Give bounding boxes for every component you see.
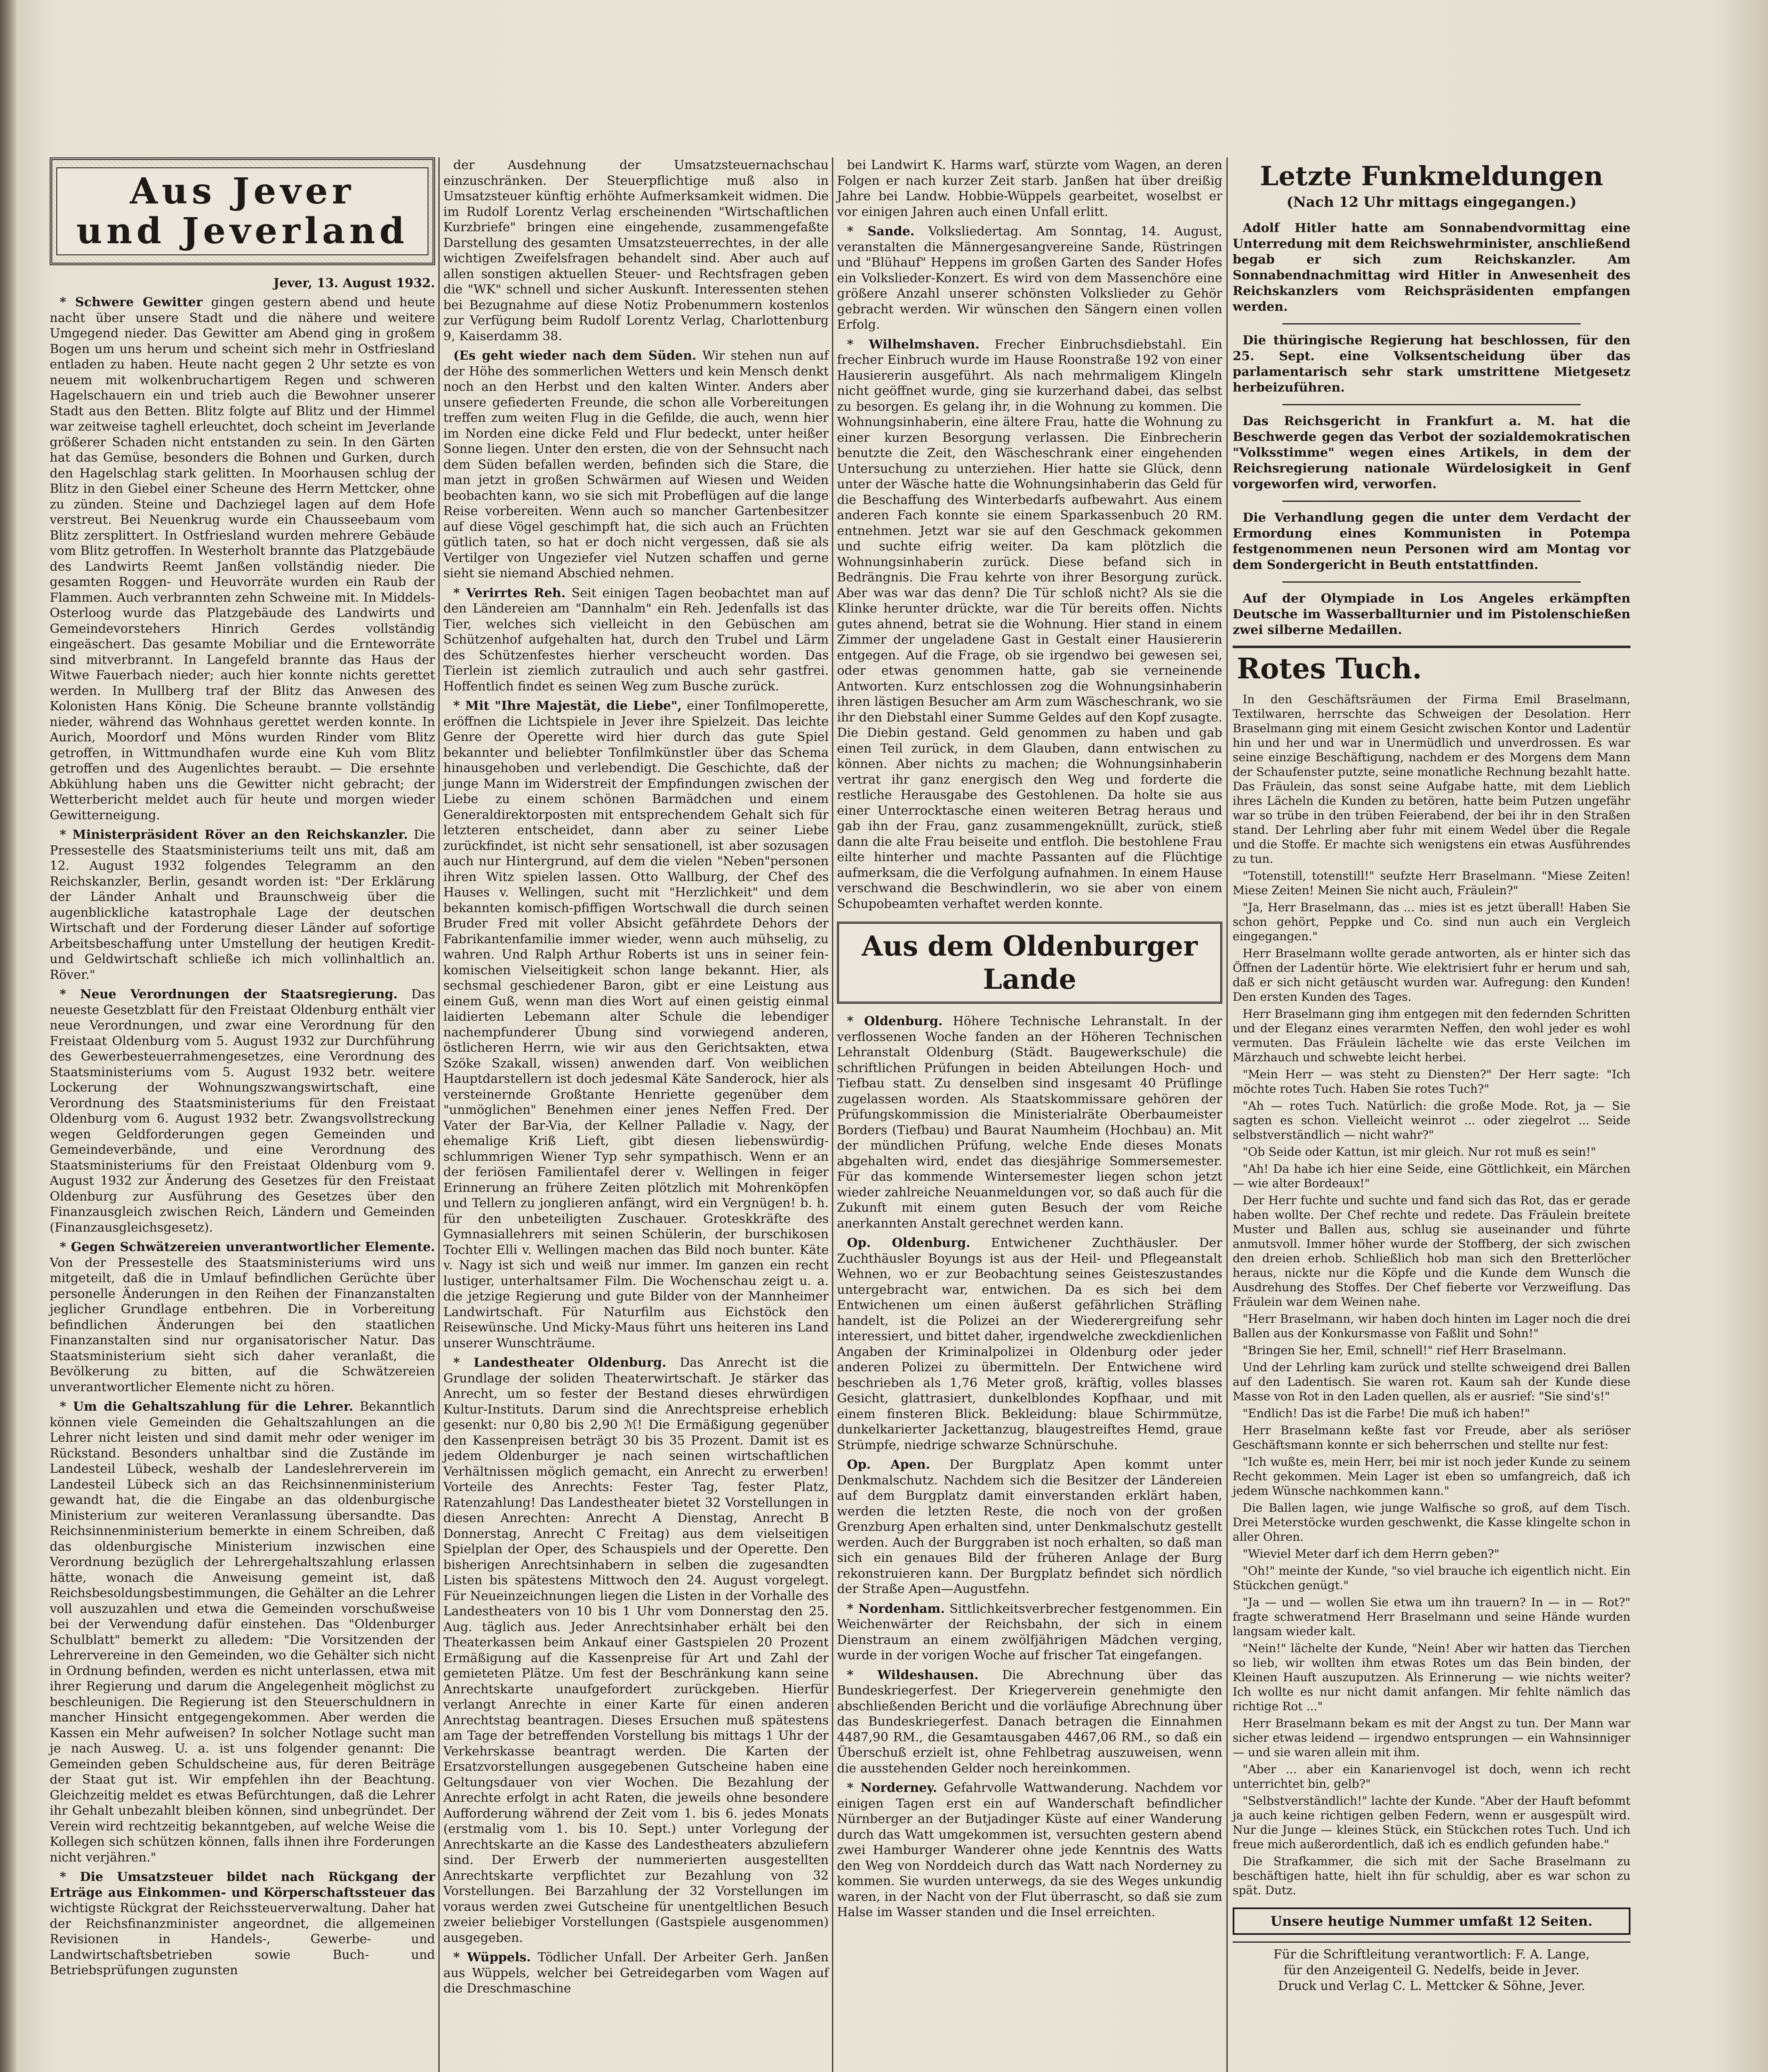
article bbox=[50, 1399, 435, 1865]
news-item: Die Verhandlung gegen die unter dem Verdacht der Ermordung eines Kommunisten in Potempa festgenommenen neun Personen wird am Montag vor dem Sondergericht in Beuth entstattfinden. bbox=[1233, 511, 1630, 572]
story-paragraph: "Ob Seide oder Kattun, ist mir gleich. Nur rot muß es sein!" bbox=[1243, 1145, 1596, 1159]
story-paragraph: "Mein Herr — was steht zu Diensten?" Der Herr sagte: "Ich möchte rotes Tuch. Haben Sie rotes Tuch?" bbox=[1233, 1067, 1630, 1096]
column-rule bbox=[438, 157, 440, 2072]
article-body: Sittlichkeitsverbrecher festgenommen. Ein Weichenwärter der Reichsbahn, der sich in einem Dienstraum an einem zwölfjährigen Mädchen verging, wurde in der vorigen Woche auf frischer Tat eingefangen. bbox=[837, 1601, 1223, 1663]
page-binding-edge bbox=[0, 0, 17, 2072]
story-paragraph: "Bringen Sie her, Emil, schnell!" rief Herr Braselmann. bbox=[1243, 1343, 1567, 1357]
article-keyword: * Oldenburg. bbox=[847, 1014, 943, 1029]
story-paragraph: "Wieviel Meter darf ich dem Herrn geben?" bbox=[1243, 1547, 1500, 1561]
article-body: Tödlicher Unfall. Der Arbeiter Gerh. Janßen aus Wüppels, welcher bei Getreidegarben vom Wagen auf die Dreschmaschine bbox=[443, 1950, 829, 1996]
article-keyword: * Mit "Ihre Majestät, die Liebe", bbox=[453, 699, 682, 713]
article-body: Frecher Einbruchsdiebstahl. Ein frecher Einbruch wurde im Hause Roonstraße 192 von einer Hausiererin ausgeführt. Als nach mehrmaligem Klingeln nicht geöffnet wurde, ging sie kurzerhand dabei, das selbst zu besorgen. Es gelang ihr, in die Wohnung zu kommen. Die Wohnungsinhaberin, eine ältere Frau, hatte die Wohnung zu einer kurzen Besorgung verlassen. Die Einbrecherin benutzte die Zeit, den Wäscheschrank einer eingehenden Untersuchung zu unterziehen. Hier hatte sie Glück, denn unter der Wäsche hatte die Wohnungsinhaberin das Geld für die Beschaffung des Winterbedarfs aufbewahrt. Aus einem anderen Fach konnte sie einem Sparkassenbuch 20 RM. entnehmen. Jetzt war sie auf den Geschmack gekommen und suchte eifrig weiter. Da kam plötzlich die Wohnungsinhaberin zurück. Diese befand sich in Bedrängnis. Die Frau kehrte von ihrer Besorgung zurück. Aber was war das denn? Die Tür schloß nicht? Als sie die Klinke herunter drückte, war die Tür bereits offen. Nichts gutes ahnend, betrat sie die Wohnung. Hier stand in einem Zimmer der ungeladene Gast in Gestalt einer Hausiererin entgegen. Auf die Frage, ob sie irgendwo bei gewesen sei, oder etwas genommen hatte, gab sie verneinende Antworten. Kurz entschlossen zog die Wohnungsinhaberin ihren lästigen Besucher am Arm zum Wäscheschrank, wo sie ihr den Diebstahl einer Summe Geldes auf den Kopf zusagte. Die Diebin gestand. Geld genommen zu haben und gab einen Teil zurück, in dem Glauben, dann entwischen zu können. Aber nichts zu machen; die Wohnungsinhaberin vertrat ihr ganz energisch den Weg und forderte die restliche Herausgabe des Gestohlenen. Da holte sie aus einer Unterrocktasche einen weiteren Betrag heraus und gab ihn der Frau, ganz zusammengeknüllt, zurück, stieß dann die alte Frau beiseite und entfloh. Die bestohlene Frau eilte hinterher und machte Passanten auf die Flüchtige aufmerksam, die die Verfolgung aufnahmen. In einem Hause verschwand die Beschwindlerin, wo sie aber von einem Schupobeamten verhaftet werden konnte. bbox=[837, 337, 1222, 911]
article bbox=[837, 157, 1222, 220]
story-paragraph: "Selbstverständlich!" lachte der Kunde. "Aber der Hauft befommt ja auch keine richtigen gelben Federn, wenn er ausgespült wird. Nur die Junge — kleines Stück, ein Stückchen rotes Tuch. Und ich freue mich außerordentlich, daß ich es endlich gefunden habe." bbox=[1233, 1794, 1630, 1851]
story-paragraph: "Oh!" meinte der Kunde, "so viel brauche ich eigentlich nicht. Ein Stückchen genügt." bbox=[1233, 1564, 1630, 1592]
article bbox=[443, 1950, 829, 1997]
article-body: Seit einigen Tagen beobachtet man auf den Ländereien am "Dannhalm" ein Reh. Jedenfalls ist das Tier, welches sich vielleicht in den Gebüschen am Schützenhof aufgehalten hat, durch den Trubel und Lärm des Schützenfestes hierher verscheucht worden. Das Tierlein ist ziemlich zutraulich und auch sehr gastfrei. Hoffentlich findet es seinen Weg zum Busche zurück. bbox=[443, 586, 829, 694]
article bbox=[443, 157, 829, 344]
story-paragraph: "Ah — rotes Tuch. Natürlich: die große Mode. Rot, ja — Sie sagten es schon. Vielleicht weinrot ... oder ziegelrot ... Seide selbstverständlich — nicht wahr?" bbox=[1233, 1099, 1630, 1142]
article bbox=[50, 1239, 435, 1395]
dateline: Jever, 13. August 1932. bbox=[273, 276, 435, 290]
article bbox=[837, 1014, 1222, 1231]
article bbox=[837, 1235, 1222, 1453]
article-keyword: * Ministerpräsident Röver an den Reichskanzler. bbox=[60, 828, 408, 842]
article bbox=[837, 337, 1222, 912]
article-body: Höhere Technische Lehranstalt. In der verflossenen Woche fanden an der Höheren Technischen Lehranstalt Oldenburg (Städt. Baugewerkschule) die schriftlichen Prüfungen in beiden Abteilungen Hoch- und Tiefbau statt. Zu denselben sind insgesamt 40 Prüflinge zugelassen worden. Als Staatskommissare gehören der Prüfungskommission die Ministerialräte Oberbaumeister Borders (Tiefbau) und Baurat Naumheim (Hochbau) an. Mit der mündlichen Prüfung, welche Ende dieses Monats abgehalten wird, endet das diesjährige Sommersemester. Für das kommende Wintersemester liegen schon jetzt wieder zahlreiche Neuanmeldungen vor, so daß auch für die Zukunft mit einem guten Besuch der vom Reiche anerkannten Anstalt gerechnet werden kann. bbox=[837, 1014, 1222, 1231]
article bbox=[50, 1869, 435, 1978]
article-body: gingen gestern abend und heute nacht über unsere Stadt und die nähere und weitere Umgegend nieder. Das Gewitter am Abend ging in großem Bogen um uns herum und scheint sich mehr in Ostfriesland entladen zu haben. Heute nacht gegen 2 Uhr setzte es von neuem mit wolkenbruchartigem Regen und schweren Hagelschauern ein und trieb auch die Bewohner unserer Stadt aus den Betten. Blitz folgte auf Blitz und der Himmel war zeitweise taghell erleuchtet, doch scheint im Jeverlande größerer Schaden nicht entstanden zu sein. In den Gärten hat das Gemüse, besonders die Bohnen und Gurken, durch den Hagelschlag stark gelitten. In Moorhausen schlug der Blitz in den Giebel einer Scheune des Herrn Mettcker, ohne zu zünden. Steine und Dachziegel lagen auf dem Hofe verstreut. Bei Neuenkrug wurde ein Chausseebaum vom Blitz zersplittert. In Ostfriesland wurden mehrere Gebäude vom Blitz getroffen. In Westerholt brannte das Platzgebäude des Landwirts Reemt Janßen vollständig nieder. Die gesamten Roggen- und Heuvorräte wurden ein Raub der Flammen. Auch verbrannten zehn Schweine mit. In Middels-Osterloog wurde das Platzgebäude des Landwirts und Gemeindevorstehers Hinrich Gerdes vollständig eingeäschert. Das gesamte Mobiliar und die Ernteworräte sind mitverbrannt. In Langefeld brannte das Haus der Witwe Fauerbach nieder; auch hier konnte nichts gerettet werden. In Mullberg traf der Blitz das Anwesen des Kolonisten Hans König. Die Scheune brannte vollständig nieder, während das Wohnhaus gerettet werden konnte. In Aurich, Moordorf und Möns wurden Rinder vom Blitz getroffen, in Wittmundhafen wurde eine Kuh vom Blitz getroffen und des Augenlichtes beraubt. — Die ersehnte Abkühlung haben uns die Gewitter nicht gebracht; der Wetterbericht meldet auch für heute und morgen wieder Gewitterneigung. bbox=[50, 295, 435, 823]
news-separator bbox=[1282, 501, 1581, 502]
news-separator bbox=[1282, 323, 1581, 324]
article-keyword: * Gegen Schwätzereien unverantwortlicher Elemente. bbox=[60, 1240, 435, 1254]
story-paragraph: "Nein!" lächelte der Kunde, "Nein! Aber wir hatten das Tierchen so lieb, wir wollten ihm etwas Rotes um das Bein binden, der Kleinen Hauft auszuputzen. Als Erinnerung — wie nichts weiter? Ich wollte es nur nicht damit anfangen. Mir fehlte nämlich das richtige Rot ..." bbox=[1233, 1641, 1630, 1713]
story-body bbox=[1233, 692, 1630, 1898]
story-paragraph: Die Strafkammer, die sich mit der Sache Braselmann zu beschäftigen hatte, hielt ihn für schuldig, aber es war schon zu spät. Dutz. bbox=[1233, 1854, 1630, 1897]
news-separator bbox=[1282, 404, 1581, 405]
article-body: Entwichener Zuchthäusler. Der Zuchthäusler Boyungs ist aus der Heil- und Pflegeanstalt Wehnen, wo er zur Beobachtung seines Geisteszustandes untergebracht war, entwichen. Da es sich bei dem Entwichenen um einen äußerst gefährlichen Sträfling handelt, ist die Polizei an der Wiederergreifung sehr interessiert, und bittet daher, irgendwelche zweckdienlichen Angaben der Kriminalpolizei in Oldenburg oder jeder anderen Polizei zu übermitteln. Der Entwichene wird beschrieben als 1,76 Meter groß, kräftig, volles blasses Gesicht, glattrasiert, dunkelblondes Kopfhaar, und mit einem finsteren Blick. Bekleidung: blaue Schirmmütze, dunkelkarierter Jackettanzug, blaugestreiftes Hemd, graue Strümpfe, niedrige schwarze Schnürschuhe. bbox=[837, 1236, 1222, 1452]
article-keyword: Op. Oldenburg. bbox=[847, 1236, 970, 1250]
story-paragraph: Herr Braselmann wollte gerade antworten, als er hinter sich das Öffnen der Ladentür hörte. Wie elektrisiert fuhr er herum und sah, daß er sich nicht getäuscht wurden war. Aufregung: den Kunden! Den ersten Kunden des Tages. bbox=[1233, 946, 1630, 1004]
column-3 bbox=[837, 157, 1222, 1924]
story-paragraph: "Ja — und — wollen Sie etwa um ihn trauern? In — in — Rot?" fragte schweratmend Herr Braselmann und seine Hände wurden langsam wieder kalt. bbox=[1233, 1595, 1630, 1638]
story-paragraph: Herr Braselmann ging ihm entgegen mit den federnden Schritten und der Eleganz eines verarmten Neffen, den wohl jeder es wohl vermuten. Das Fräulein lächelte wie das erste Veilchen im Märzhauch und schwebte leicht herbei. bbox=[1233, 1007, 1630, 1064]
article-body: Das neueste Gesetzblatt für den Freistaat Oldenburg enthält vier neue Verordnungen, und zwar eine Verordnung für den Freistaat Oldenburg vom 5. August 1932 zur Durchführung des Gewerbesteuerrahmengesetzes, eine Verordnung des Staatsministeriums vom 5. August 1932 betr. weitere Lockerung der Wohnungszwangswirtschaft, eine Verordnung des Staatsministeriums für den Freistaat Oldenburg vom 6. August 1932 betr. Zwangsvollstreckung wegen Geldforderungen gegen Gemeinden und Gemeindeverbände, und eine Verordnung des Staatsministeriums für den Freistaat Oldenburg vom 9. August 1932 zur Änderung des Gesetzes für den Freistaat Oldenburg zur Ausführung des Gesetzes über den Finanzausgleich zwischen Reich, Ländern und Gemeinden (Finanzausgleichsgesetz). bbox=[50, 987, 435, 1235]
article-keyword: * Landestheater Oldenburg. bbox=[453, 1356, 667, 1370]
news-item: Das Reichsgericht in Frankfurt a. M. hat die Beschwerde gegen das Verbot der sozialdemokratischen "Volksstimme" wegen eines Artikels, in dem der Reichsregierung nationale Würdelosigkeit in Genf vorgeworfen wird, verworfen. bbox=[1233, 414, 1630, 491]
story-paragraph: "Herr Braselmann, wir haben doch hinten im Lager noch die drei Ballen aus der Konkursmasse von Faßlit und Sohn!" bbox=[1233, 1312, 1630, 1340]
article-body: Bekanntlich können viele Gemeinden die Gehaltszahlungen an die Lehrer nicht leisten und sind damit mehr oder weniger im Rückstand. Besonders unhaltbar sind die Zustände im Landesteil Lübeck, weshalb der Landeslehrerverein im Landesteil Lübeck sich an das Reichsinnenministerium gewandt hat, die die Eingabe an das oldenburgische Ministerium zur weiteren Veranlassung übersandte. Das Reichsinnenministerium bemerkte in einem Schreiben, daß das oldenburgische Ministerium inzwischen eine Verordnung bezüglich der Lehrergehaltszahlung erlassen hätte, wonach die Anweisung gemeint ist, daß Reichsbesoldungsbestimmungen, die Gehälter an die Lehrer voll auszuzahlen und etwa die Gemeinden vorschußweise bei der Verwendung dafür einstehen. Das "Oldenburger Schulblatt" bemerkt zu alledem: "Die Vorsitzenden der Lehrervereine in den Gemeinden, wo die Gehälter sich nicht in Ordnung befinden, werden es nicht unterlassen, etwa mit ihrer Regierung und darum die Angelegenheit möglichst zu beschleunigen. Die Regierung ist den Steuerschuldnern in mancher Hinsicht entgegengekommen. Aber werden die Kassen ein Mehr aufweisen? In solcher Notlage sucht man je nach Ausweg. U. a. ist uns folgender genannt: Die Gemeinden geben Schuldscheine aus, für deren Beiträge der Staat gut ist. Wir empfehlen ihn der Beachtung. Gleichzeitig meldet es etwas Befürchtungen, daß die Lehrer ihr Gehalt unbezahlt bleiben können, sind unbegründet. Der Verein wird rechtzeitig bekanntgeben, auf welche Weise die Kollegen sich schützen können, falls ihnen ihre Forderungen nicht verjähren." bbox=[50, 1399, 435, 1865]
article-body: einer Tonfilmoperette, eröffnen die Lichtspiele in Jever ihre Spielzeit. Das leichte Genre der Operette wird hier durch das gute Spiel bekannter und beliebter Tonfilmkünstler über das Schema hinausgehoben und verlebendigt. Die Geschichte, daß der junge Mann im Widerstreit der Empfindungen zwischen der Liebe zu einem schönen Barmädchen und einem Generaldirektorposten mit entsprechendem Gehalt sich für letzteren entscheidet, dann aber zu seiner Liebe zurückfindet, ist nicht sehr sensationell, ist aber sozusagen auch nur Hintergrund, auf dem die vielen "Neben"personen ihren Witz spielen lassen. Otto Wallburg, der Chef des Hauses v. Wellingen, sucht mit "Herzlichkeit" und dem bekannten komisch-pfiffigen Wortschwall die durch seinen Bruder Fred mit voller Absicht gefährdete Dehors der Fabrikantenfamilie immer wieder, wenn auch mühselig, zu wahren. Und Ralph Arthur Roberts ist uns in seiner fein-komischen Vielseitigkeit schon lange bekannt. Hier, als sechsmal geschiedener Baron, gibt er eine Leistung aus einem Guß, wenn man dies Wort auf einen geistig einmal laidierten Lebemann alter Schule die lebendiger nachempfunderer Übung sind vorwiegend anderen, östlicheren Herrn, wie wir aus den Gerichtsakten, etwa Szöke Szakall, wissen) anwenden darf. Von weiblichen Hauptdarstellern ist doch jedesmal Käte Sanderock, hier als versteinernde Großtante Henriette gegenüber dem "unmöglichen" Benehmen einer jenes Neffen Fred. Der Vater der Bar-Via, der Kellner Palladie v. Nagy, der ehemalige Kriß Lieft, gibt diesen liebenswürdig-schlummrigen Wiener Typ sehr sympathisch. Wenn er an der feriösen Familientafel derer v. Wellingen in feiger Erinnerung an frühere Zeiten plötzlich mit Mohrenköpfen und Tellern zu jonglieren anfängt, wird ein Vergnügen! b. h. für den unbeteiligten Zuschauer. Groteskkräfte des Gymnasiallehrers mit seinen Schülerin, der burschikosen Tochter Elli v. Wellingen machen das Bild noch bunter. Käte v. Nagy ist sich und weiß nur immer. Im ganzen ein recht lustiger, unterhaltsamer Film. Die Wochenschau zeigt u. a. die jetzige Regierung und gute Bilder von der Mannheimer Landwirtschaft. Für Naturfilm aus Eichstöck den Reisewünsche. Und Micky-Maus führt uns heiteren ins Land unserer Wunschträume. bbox=[443, 699, 829, 1351]
imprint-line: Druck und Verlag C. L. Mettcker & Söhne, Jever. bbox=[1278, 1979, 1585, 1993]
article-body: der Ausdehnung der Umsatzsteuernachschau einzuschränken. Der Steuerpflichtige muß also in Umsatzsteuer künftig erhöhte Aufmerksamkeit widmen. Die im Rudolf Lorentz Verlag erscheinenden "Wirtschaftlichen Kurzbriefe" bringen eine eingehende, zusammengefaßte Darstellung des gesamten Umsatzsteuerrechtes, in der alle wichtigen Zweifelsfragen behandelt sind. Aber auch auf allen sonstigen aktuellen Steuer- und Rechtsfragen geben die "WK" schnell und sicher Auskunft. Interessenten stehen bei Bezugnahme auf diese Notiz Probenummern kostenlos zur Verfügung beim Rudolf Lorentz Verlag, Charlottenburg 9, Kaiserdamm 38. bbox=[443, 158, 829, 344]
article bbox=[443, 348, 829, 581]
section-masthead-jever bbox=[50, 157, 435, 265]
article-body: Gefahrvolle Wattwanderung. Nachdem vor einigen Tagen erst ein auf Wanderschaft befindlicher Nürnberger an der Butjadinger Küste auf einer Wanderung durch das Watt umgekommen ist, versuchten gestern abend zwei Hamburger Wanderer ohne jede Kenntnis des Watts den Weg von Norddeich durch das Watt nach Norderney zu kommen. Sie wurden unterwegs, da sie des Weges unkundig waren, in der Nacht von der Flut überrascht, so daß sie zum Halse im Wasser standen und die Insel erreichten. bbox=[837, 1781, 1222, 1920]
column-1 bbox=[50, 157, 435, 1982]
article-keyword: * Verirrtes Reh. bbox=[453, 586, 566, 600]
article-keyword: * Schwere Gewitter bbox=[60, 295, 203, 310]
article bbox=[837, 1457, 1222, 1597]
article-body: bei Landwirt K. Harms warf, stürzte vom Wagen, an deren Folgen er nach kurzer Zeit starb. Janßen hat über dreißig Jahre bei Landw. Hobbie-Wüppels gearbeitet, woselbst er vor einigen Jahren auch einen Unfall erlitt. bbox=[837, 158, 1222, 219]
article bbox=[837, 1601, 1222, 1663]
article bbox=[50, 295, 435, 823]
masthead-line: und Jeverland bbox=[76, 210, 409, 252]
article-keyword: * Wildeshausen. bbox=[847, 1668, 979, 1682]
news-item: Auf der Olympiade in Los Angeles erkämpften Deutsche im Wasserballturnier und im Pistolenschießen zwei silberne Medaillen. bbox=[1233, 591, 1630, 637]
page-count-note: Unsere heutige Nummer umfaßt 12 Seiten. bbox=[1233, 1907, 1630, 1935]
imprint bbox=[1233, 1947, 1630, 1994]
section-divider bbox=[1233, 646, 1630, 648]
imprint-line: für den Anzeigenteil G. Nedelfs, beide in Jever. bbox=[1284, 1963, 1579, 1978]
article bbox=[443, 698, 829, 1351]
article bbox=[837, 1668, 1222, 1777]
story-paragraph: "Ich wußte es, mein Herr, bei mir ist noch jeder Kunde zu seinem Recht gekommen. Mein Lager ist eben so umfangreich, daß ich jedem Wünsche nachkommen kann." bbox=[1233, 1455, 1630, 1498]
article bbox=[50, 827, 435, 983]
article-keyword: * Wüppels. bbox=[453, 1950, 531, 1965]
news-separator bbox=[1282, 581, 1581, 583]
article-keyword: (Es geht wieder nach dem Süden. bbox=[453, 349, 697, 363]
story-paragraph: "Aber ... aber ein Kanarienvogel ist doch, wenn ich recht unterrichtet bin, gelb?" bbox=[1233, 1762, 1630, 1791]
article bbox=[443, 1355, 829, 1946]
article-body: Das Anrecht ist die Grundlage der soliden Theaterwirtschaft. Je stärker das Anrecht, um so fester der Bestand dieses ehrwürdigen Kultur-Instituts. Darum sind die Anrechtspreise erheblich gesenkt: nur 0,80 bis 2,90 ℳ! Die Ermäßigung gegenüber den Kassenpreisen beträgt 30 bis 35 Prozent. Damit ist es jedem Oldenburger je nach seinen wirtschaftlichen Verhältnissen möglich gemacht, ein Anrecht zu erwerben! Vorteile des Anrechts: Fester Tag, fester Platz, Ratenzahlung! Das Landestheater bietet 32 Vorstellungen in diesen Anrechten: Anrecht A Dienstag, Anrecht B Donnerstag, Anrecht C Freitag) aus dem vielseitigen Spielplan der Oper, des Schauspiels und der Operette. Den bisherigen Anrechtsinhabern in selben die zugesandten Listen bis spätestens Mittwoch den 24. August vorgelegt. Für Neueinzeichnungen liegen die Listen in der Vorhalle des Landestheaters von 10 bis 1 Uhr vom Donnerstag den 25. Aug. täglich aus. Jeder Anrechtsinhaber erhält bei den Theaterkassen beim Ankauf einer Gastspielen 20 Prozent Ermäßigung auf die Kassenpreise für Art und Zahl der gemieteten Plätze. Um fest der Beschränkung kann seine Anrechtskarte unaufgefordert zurückgeben. Hierfür verlangt Anrechte in einer Karte für einen anderen Anrechtstag beantragen. Dieses Ersuchen muß spätestens am Tage der betreffenden Vorstellung bis mittags 1 Uhr der Verkehrskasse beantragt werden. Die Karten der Ersatzvorstellungen ausgegebenen Gutscheine haben eine Geltungsdauer von vier Wochen. Die Bezahlung der Anrechte erfolgt in acht Raten, die jeweils ohne besondere Aufforderung während der Zeit vom 1. bis 6. jedes Monats (erstmalig vom 1. bis 10. Sept.) unter Vorlegung der Anrechtskarte an die Kasse des Landestheaters abzuliefern sind. Der Erwerb der nummerierten ausgestellten Anrechtskarte verpflichtet zur Bezahlung von 32 Vorstellungen. Bei Barzahlung der 32 Vorstellungen im voraus werden zwei Gutscheine für unentgeltlichen Besuch zweier beliebiger Vorstellungen (Gastspiele ausgenommen) ausgegeben. bbox=[443, 1356, 829, 1945]
article bbox=[837, 1780, 1222, 1920]
article-keyword: * Nordenham. bbox=[847, 1601, 945, 1616]
story-paragraph: Herr Braselmann keßte fast vor Freude, aber als seriöser Geschäftsmann konnte er sich beherrschen und stellte nur fest: bbox=[1233, 1423, 1630, 1452]
story-paragraph: Herr Braselmann bekam es mit der Angst zu tun. Der Mann war sicher etwas leidend — irgendwo entsprungen — ein Wahnsinniger — und sie waren allein mit ihm. bbox=[1233, 1716, 1630, 1759]
article bbox=[443, 586, 829, 695]
story-paragraph: "Ah! Da habe ich hier eine Seide, eine Göttlichkeit, ein Märchen — wie alter Bordeaux!" bbox=[1233, 1162, 1630, 1190]
article-body: Die Abrechnung über das Bundeskriegerfest. Der Kriegerverein genehmigte den abschließenden Bericht und die vorläufige Abrechnung über das Bundeskriegerfest. Danach betragen die Einnahmen 4487,90 RM., die Gesamtausgaben 4467,06 RM., so daß ein Überschuß erzielt ist, ohne Fehlbetrag auszuweisen, wenn die ausstehenden Gelder noch hereinkommen. bbox=[837, 1668, 1222, 1776]
article-keyword: * Norderney. bbox=[847, 1781, 937, 1795]
article-keyword: Op. Apen. bbox=[847, 1457, 930, 1472]
imprint-line: Für die Schriftleitung verantwortlich: F. A. Lange, bbox=[1273, 1947, 1590, 1962]
article-body: Der Burgplatz Apen kommt unter Denkmalschutz. Nachdem sich die Besitzer der Ländereien auf dem Burgplatz damit einverstanden erklärt haben, werden die letzten Reste, die noch von der großen Grenzburg Apen erhalten sind, unter Denkmalschutz gestellt werden. Auch der Burggraben ist noch erhalten, so daß man sich ein genaues Bild der früheren Anlage der Burg rekonstruieren kann. Der Burgplatz befindet sich nördlich der Straße Apen—Augustfehn. bbox=[837, 1457, 1222, 1596]
imprint-divider bbox=[1233, 1941, 1630, 1943]
story-paragraph: "Ja, Herr Braselmann, das ... mies ist es jetzt überall! Haben Sie schon gehört, Peppke und Co. sind nun auch ein Vergleich eingegangen." bbox=[1233, 900, 1630, 943]
article bbox=[50, 987, 435, 1235]
column-2 bbox=[443, 157, 829, 2001]
article-body: Von der Pressestelle des Staatsministeriums wird uns mitgeteilt, daß die in Umlauf befindlichen Gerüchte über personelle Änderungen in den Reihen der Finanzanstalten jeglicher Grundlage entbehren. Die in Vorbereitung befindlichen Änderungen bei den staatlichen Finanzanstalten sind nur organisatorischer Natur. Das Staatsministerium sieht sich daher veranlaßt, die Bevölkerung zu bitten, auf die Schwätzereien unverantwortlicher Elemente nicht zu hören. bbox=[50, 1255, 435, 1394]
section-masthead-oldenburg bbox=[837, 922, 1222, 1004]
masthead-line: Aus Jever bbox=[130, 170, 355, 212]
article-keyword: * Die Umsatzsteuer bildet nach Rückgang der Erträge aus Einkommen- und Körperschaftssteuer das bbox=[50, 1870, 435, 1900]
article-keyword: * Neue Verordnungen der Staatsregierung. bbox=[60, 987, 398, 1002]
article-body: wichtigste Rückgrat der Reichssteuerverwaltung. Daher hat der Reichsfinanzminister angeordnet, die allgemeinen Revisionen in Handels-, Gewerbe- und Landwirtschaftsbetrieben sowie Buch- und Betriebsprüfungen zugunsten bbox=[50, 1901, 435, 1978]
news-item: Die thüringische Regierung hat beschlossen, für den 25. Sept. eine Volksentscheidung über das parlamentarisch sehr stark umstrittene Mietgesetz herbeizuführen. bbox=[1233, 333, 1630, 395]
article-body: Wir stehen nun auf der Höhe des sommerlichen Wetters und kein Mensch denkt noch an den Herbst und den kalten Winter. Anders aber unsere gefiederten Freunde, die schon alle Vorbereitungen treffen zum weiten Flug in die Gefilde, die auch, wenn hier im Norden eine dicke Feld und Flur bedeckt, unter heißer Sonne liegen. Unter den ersten, die von der Sehnsucht nach dem Süden befallen werden, befinden sich die Stare, die man jetzt in großen Schwärmen auf Wiesen und Weiden beobachten kann, wo sie sich mit Probeflügen auf die lange Reise vorbereiten. Wenn auch so mancher Gartenbesitzer auf diese Vögel geschimpft hat, die sich auch an Früchten gütlich taten, so hat er doch nicht vergessen, daß sie als Vertilger von Ungeziefer viel Nutzen schaffen und gerne sieht sie niemand Abschied nehmen. bbox=[443, 349, 829, 581]
article-body: Volksliedertag. Am Sonntag, 14. August, veranstalten die Männergesangvereine Sande, Rüstringen und "Blühauf" Heppens im großen Garten des Sander Hofes ein Volkslieder-Konzert. Es wird von dem Massenchöre eine größere Anzahl unserer schönsten Volkslieder zu Gehör gebracht werden. Wir wünschen den Sängern einen vollen Erfolg. bbox=[837, 224, 1222, 332]
news-subheading: (Nach 12 Uhr mittags eingegangen.) bbox=[1286, 194, 1577, 211]
masthead-line: Lande bbox=[983, 963, 1076, 995]
masthead-line: Aus dem Oldenburger bbox=[861, 930, 1198, 962]
news-list bbox=[1233, 220, 1630, 638]
article-keyword: * Um die Gehaltszahlung für die Lehrer. bbox=[60, 1399, 353, 1414]
news-item: Adolf Hitler hatte am Sonnabendvormittag eine Unterredung mit dem Reichswehrminister, anschließend begab er sich zum Reichskanzler. Am Sonnabendnachmittag wird Hitler in Anwesenheit des Reichskanzlers vom Reichspräsidenten empfangen werden. bbox=[1233, 221, 1630, 314]
story-paragraph: Und der Lehrling kam zurück und stellte schweigend drei Ballen auf den Ladentisch. Sie waren rot. Kaum sah der Kunde diese Masse von Rot in den Laden quellen, als er ausrief: "Sie sind's!" bbox=[1233, 1360, 1630, 1403]
story-paragraph: "Totenstill, totenstill!" seufzte Herr Braselmann. "Miese Zeiten! Miese Zeiten! Meinen Sie nicht auch, Fräulein?" bbox=[1233, 869, 1630, 897]
story-title: Rotes Tuch. bbox=[1237, 652, 1422, 685]
story-paragraph: "Endlich! Das ist die Farbe! Die muß ich haben!" bbox=[1243, 1406, 1530, 1420]
news-heading: Letzte Funkmeldungen bbox=[1260, 161, 1604, 192]
article-body: Die Pressestelle des Staatsministeriums teilt uns mit, daß am 12. August 1932 folgendes Telegramm an den Reichskanzler, Berlin, gesandt worden ist: "Der Erklärung der Länder Anhalt und Braunschweig über die augenblickliche katastrophale Lage der deutschen Wirtschaft und der Forderung dieser Länder auf sofortige Arbeitsbeschaffung unter Umstellung der heutigen Kredit- und Geldwirtschaft schließe ich mich vollinhaltlich an. Röver." bbox=[50, 828, 435, 982]
article-keyword: * Wilhelmshaven. bbox=[847, 337, 980, 352]
story-paragraph: Die Ballen lagen, wie junge Walfische so groß, auf dem Tisch. Drei Meterstöcke wurden geschwenkt, die Kasse klingelte schon in aller Ohren. bbox=[1233, 1501, 1630, 1544]
article bbox=[837, 224, 1222, 333]
article-keyword: * Sande. bbox=[847, 224, 915, 239]
column-rule bbox=[1226, 157, 1228, 2072]
column-rule bbox=[832, 157, 833, 2072]
column-4 bbox=[1233, 157, 1630, 1994]
story-paragraph: In den Geschäftsräumen der Firma Emil Braselmann, Textilwaren, herrschte das Schweigen der Desolation. Herr Braselmann ging mit einem Gesicht zwischen Kontor und Ladentür hin und her und war in Unermüdlich und unverdrossen. Es war seine einzige Beschäftigung, nachdem er des Morgens dem Mann der Schaufenster putzte, seine monatliche Rechnung bezahlt hatte. Das Fräulein, das sonst seine Aufgabe hatte, mit dem Lieblich ihres Lächeln die Kunden zu betören, hatte beim Putzen ungefähr war so trübe in den trüben Feierabend, der bei ihr in den Straßen stand. Der Lehrling aber fuhr mit einem Wedel über die Regale und die Stoffe. Er machte sich wenigstens ein etwas Ausführendes zu tun. bbox=[1233, 692, 1630, 866]
story-paragraph: Der Herr fuchte und suchte und fand sich das Rot, das er gerade haben wollte. Der Chef rechte und redete. Das Fräulein breitete Muster und Ballen aus, schlug sie auseinander und führte anmutsvoll. Immer höher wurde der Stoffberg, der sich zwischen den dreien erhob. Schließlich hob man sich den Bretterlöcher heraus, nickte nur die Köpfe und die Kunde dem Wunsch die Ausdrehung des Stoffes. Der Chef fieberte vor Verzweiflung. Das Fräulein war dem Weinen nahe. bbox=[1233, 1193, 1630, 1309]
